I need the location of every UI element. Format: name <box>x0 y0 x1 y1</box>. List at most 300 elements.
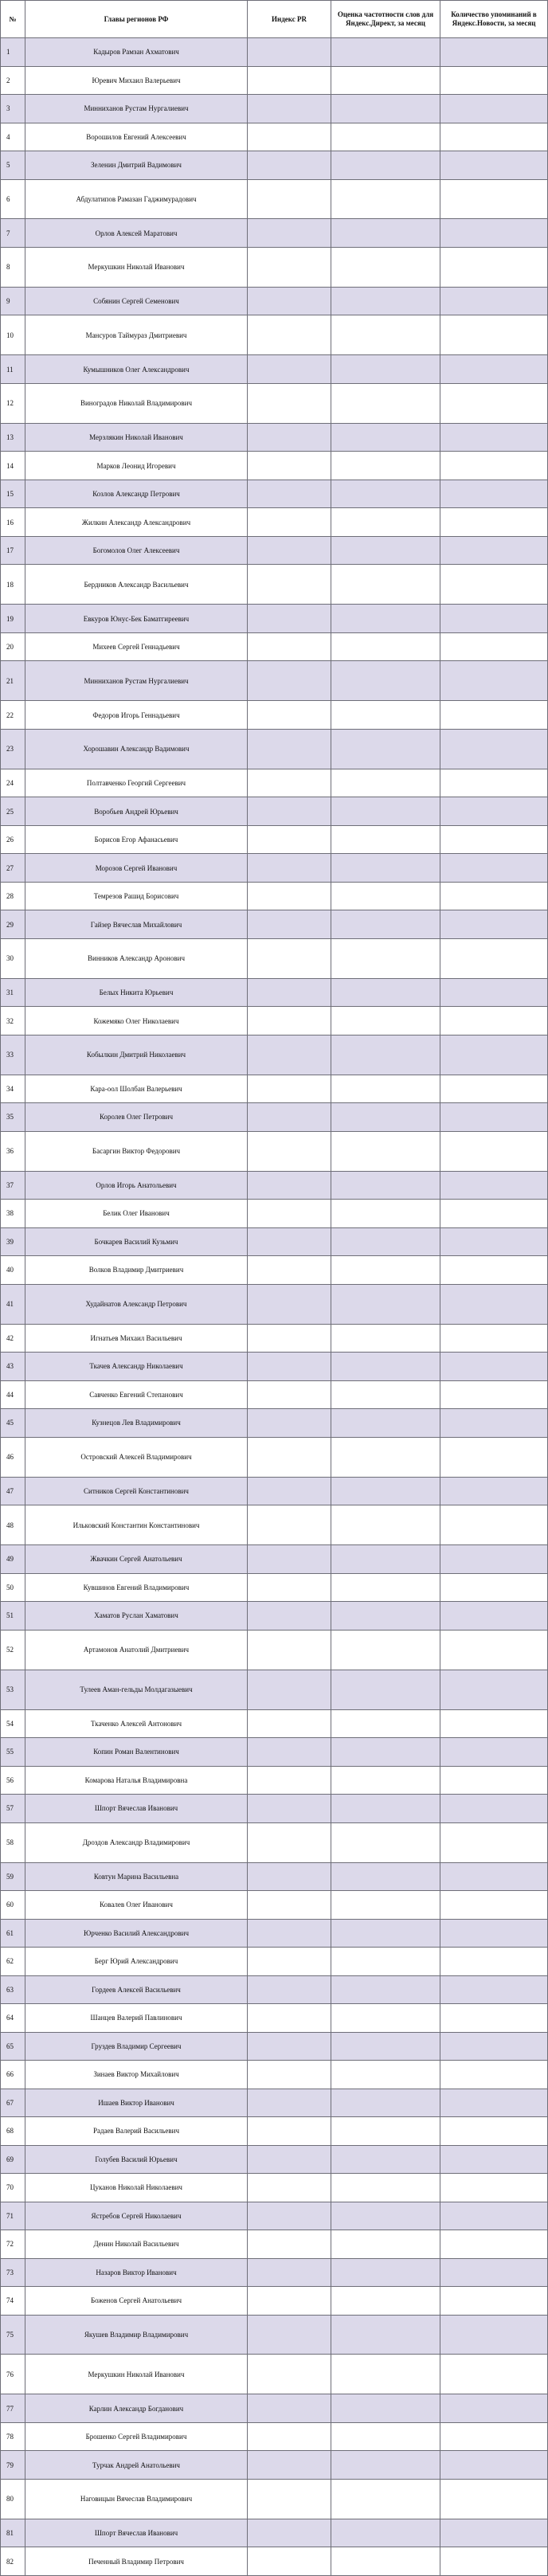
pr-index-cell <box>248 1948 331 1976</box>
yandex-news-mentions-cell <box>440 797 548 826</box>
yandex-direct-frequency-cell <box>331 151 440 180</box>
table-row <box>1 95 548 123</box>
yandex-direct-frequency-cell <box>331 2519 440 2547</box>
pr-index-cell <box>248 1380 331 1409</box>
row-number-cell: 20 <box>1 632 25 661</box>
row-number-cell: 67 <box>1 2089 25 2117</box>
pr-index-cell <box>248 151 331 180</box>
yandex-news-mentions-cell <box>440 1919 548 1948</box>
governor-name-cell: Юревич Михаил Валерьевич <box>25 66 248 95</box>
table-row <box>1 825 548 854</box>
pr-index-cell <box>248 508 331 537</box>
table-row <box>1 769 548 797</box>
yandex-direct-frequency-cell <box>331 797 440 826</box>
row-number-cell: 77 <box>1 2394 25 2423</box>
yandex-news-mentions-cell <box>440 2547 548 2576</box>
governor-name-cell: Кожемяко Олег Николаевич <box>25 1007 248 1035</box>
governor-name-cell: Винников Александр Аронович <box>25 938 248 978</box>
table-row <box>1 978 548 1007</box>
pr-index-cell <box>248 179 331 219</box>
pr-index-cell <box>248 383 331 423</box>
governor-name-cell: Карлин Александр Богданович <box>25 2394 248 2423</box>
table-row <box>1 2174 548 2202</box>
row-number-cell: 14 <box>1 452 25 480</box>
pr-index-cell <box>248 701 331 730</box>
yandex-direct-frequency-cell <box>331 38 440 67</box>
row-number-cell: 81 <box>1 2519 25 2547</box>
table-row <box>1 1409 548 1438</box>
table-row <box>1 2061 548 2089</box>
yandex-news-mentions-cell <box>440 2519 548 2547</box>
pr-index-cell <box>248 2547 331 2576</box>
yandex-news-mentions-cell <box>440 661 548 701</box>
table-row <box>1 2315 548 2355</box>
table-row <box>1 2145 548 2174</box>
yandex-news-mentions-cell <box>440 1573 548 1602</box>
governor-name-cell: Абдулатипов Рамазан Гаджимурадович <box>25 179 248 219</box>
yandex-direct-frequency-cell <box>331 287 440 315</box>
table-row <box>1 854 548 883</box>
table-row <box>1 179 548 219</box>
table-row <box>1 38 548 67</box>
pr-index-cell <box>248 2287 331 2316</box>
table-row <box>1 536 548 565</box>
governor-name-cell: Ковтун Марина Васильевна <box>25 1862 248 1891</box>
governor-name-cell: Меркушкин Николай Иванович <box>25 2355 248 2394</box>
yandex-news-mentions-cell <box>440 151 548 180</box>
pr-index-cell <box>248 1738 331 1767</box>
yandex-news-mentions-cell <box>440 1409 548 1438</box>
yandex-news-mentions-cell <box>440 315 548 355</box>
row-number-cell: 6 <box>1 179 25 219</box>
yandex-news-mentions-cell <box>440 2287 548 2316</box>
pr-index-cell <box>248 38 331 67</box>
row-number-cell: 9 <box>1 287 25 315</box>
pr-index-cell <box>248 1975 331 2004</box>
row-number-cell: 8 <box>1 247 25 287</box>
governor-name-cell: Копин Роман Валентинович <box>25 1738 248 1767</box>
yandex-direct-frequency-cell <box>331 1975 440 2004</box>
pr-index-cell <box>248 1862 331 1891</box>
governor-name-cell: Радаев Валерий Васильевич <box>25 2117 248 2146</box>
row-number-cell: 57 <box>1 1795 25 1823</box>
yandex-direct-frequency-cell <box>331 2117 440 2146</box>
governor-name-cell: Комарова Наталья Владимировна <box>25 1766 248 1795</box>
table-row <box>1 1630 548 1670</box>
table-row <box>1 1075 548 1103</box>
yandex-news-mentions-cell <box>440 2479 548 2519</box>
yandex-direct-frequency-cell <box>331 536 440 565</box>
row-number-cell: 78 <box>1 2422 25 2451</box>
governor-name-cell: Мерзлякин Николай Иванович <box>25 423 248 452</box>
yandex-direct-frequency-cell <box>331 1007 440 1035</box>
yandex-direct-frequency-cell <box>331 2202 440 2230</box>
yandex-direct-frequency-cell <box>331 1437 440 1477</box>
yandex-direct-frequency-cell <box>331 1573 440 1602</box>
governor-name-cell: Жилкин Александр Александрович <box>25 508 248 537</box>
yandex-news-mentions-cell <box>440 2315 548 2355</box>
governor-name-cell: Зинаев Виктор Михайлович <box>25 2061 248 2089</box>
table-row <box>1 2032 548 2061</box>
row-number-cell: 50 <box>1 1573 25 1602</box>
yandex-direct-frequency-cell <box>331 2479 440 2519</box>
table-row <box>1 1573 548 1602</box>
table-row <box>1 383 548 423</box>
row-number-cell: 27 <box>1 854 25 883</box>
yandex-news-mentions-cell <box>440 1353 548 1381</box>
column-header-number: № <box>1 1 25 38</box>
table-row <box>1 1822 548 1862</box>
yandex-news-mentions-cell <box>440 2089 548 2117</box>
yandex-direct-frequency-cell <box>331 1891 440 1920</box>
table-row <box>1 1505 548 1545</box>
table-row <box>1 1670 548 1709</box>
yandex-direct-frequency-cell <box>331 1709 440 1738</box>
yandex-direct-frequency-cell <box>331 938 440 978</box>
governor-name-cell: Кобылкин Дмитрий Николаевич <box>25 1035 248 1075</box>
pr-index-cell <box>248 355 331 384</box>
pr-index-cell <box>248 95 331 123</box>
table-row <box>1 1256 548 1285</box>
pr-index-cell <box>248 2479 331 2519</box>
yandex-news-mentions-cell <box>440 536 548 565</box>
table-row <box>1 701 548 730</box>
yandex-direct-frequency-cell <box>331 2315 440 2355</box>
table-row <box>1 605 548 633</box>
governor-name-cell: Ковалев Олег Иванович <box>25 1891 248 1920</box>
table-row <box>1 2519 548 2547</box>
yandex-news-mentions-cell <box>440 1630 548 1670</box>
governor-name-cell: Гордеев Алексей Васильевич <box>25 1975 248 2004</box>
yandex-direct-frequency-cell <box>331 219 440 248</box>
yandex-news-mentions-cell <box>440 2202 548 2230</box>
yandex-direct-frequency-cell <box>331 1948 440 1976</box>
yandex-news-mentions-cell <box>440 123 548 151</box>
governor-name-cell: Ишаев Виктор Иванович <box>25 2089 248 2117</box>
table-row <box>1 480 548 508</box>
governor-name-cell: Ястребов Сергей Николаевич <box>25 2202 248 2230</box>
governor-name-cell: Брошенко Сергей Владимирович <box>25 2422 248 2451</box>
pr-index-cell <box>248 2355 331 2394</box>
yandex-news-mentions-cell <box>440 1948 548 1976</box>
governor-name-cell: Богомолов Олег Алексеевич <box>25 536 248 565</box>
pr-index-cell <box>248 2089 331 2117</box>
yandex-news-mentions-cell <box>440 854 548 883</box>
table-row <box>1 287 548 315</box>
column-header-yandex-news-mentions: Количество упоминаний в Яндекс.Новости, за месяц <box>440 1 548 38</box>
yandex-news-mentions-cell <box>440 1256 548 1285</box>
table-row <box>1 2547 548 2576</box>
table-row <box>1 151 548 180</box>
pr-index-cell <box>248 1602 331 1631</box>
yandex-news-mentions-cell <box>440 2355 548 2394</box>
yandex-direct-frequency-cell <box>331 565 440 605</box>
pr-index-cell <box>248 1075 331 1103</box>
yandex-direct-frequency-cell <box>331 2174 440 2202</box>
row-number-cell: 59 <box>1 1862 25 1891</box>
yandex-direct-frequency-cell <box>331 632 440 661</box>
yandex-news-mentions-cell <box>440 2117 548 2146</box>
yandex-news-mentions-cell <box>440 2258 548 2287</box>
governor-name-cell: Белых Никита Юрьевич <box>25 978 248 1007</box>
table-row <box>1 1738 548 1767</box>
row-number-cell: 32 <box>1 1007 25 1035</box>
pr-index-cell <box>248 1284 331 1324</box>
row-number-cell: 48 <box>1 1505 25 1545</box>
yandex-direct-frequency-cell <box>331 179 440 219</box>
row-number-cell: 29 <box>1 910 25 939</box>
row-number-cell: 19 <box>1 605 25 633</box>
yandex-news-mentions-cell <box>440 383 548 423</box>
table-row <box>1 565 548 605</box>
pr-index-cell <box>248 2451 331 2480</box>
row-number-cell: 74 <box>1 2287 25 2316</box>
pr-index-cell <box>248 452 331 480</box>
yandex-direct-frequency-cell <box>331 2547 440 2576</box>
governor-name-cell: Жвачкин Сергей Анатольевич <box>25 1545 248 1574</box>
row-number-cell: 70 <box>1 2174 25 2202</box>
table-row <box>1 355 548 384</box>
yandex-news-mentions-cell <box>440 1891 548 1920</box>
governor-name-cell: Хорошавин Александр Вадимович <box>25 729 248 769</box>
pr-index-cell <box>248 66 331 95</box>
yandex-news-mentions-cell <box>440 1075 548 1103</box>
row-number-cell: 56 <box>1 1766 25 1795</box>
governor-name-cell: Козлов Александр Петрович <box>25 480 248 508</box>
table-row <box>1 1795 548 1823</box>
row-number-cell: 35 <box>1 1103 25 1132</box>
pr-index-cell <box>248 1256 331 1285</box>
pr-index-cell <box>248 423 331 452</box>
yandex-news-mentions-cell <box>440 1284 548 1324</box>
yandex-news-mentions-cell <box>440 2032 548 2061</box>
row-number-cell: 71 <box>1 2202 25 2230</box>
pr-index-cell <box>248 2061 331 2089</box>
yandex-news-mentions-cell <box>440 1766 548 1795</box>
pr-index-cell <box>248 1822 331 1862</box>
row-number-cell: 43 <box>1 1353 25 1381</box>
governor-name-cell: Артамонов Анатолий Дмитриевич <box>25 1630 248 1670</box>
governor-name-cell: Ткачев Александр Николаевич <box>25 1353 248 1381</box>
pr-index-cell <box>248 632 331 661</box>
row-number-cell: 79 <box>1 2451 25 2480</box>
yandex-news-mentions-cell <box>440 219 548 248</box>
yandex-direct-frequency-cell <box>331 1505 440 1545</box>
table-row <box>1 1171 548 1200</box>
row-number-cell: 47 <box>1 1477 25 1505</box>
table-row <box>1 1709 548 1738</box>
table-row <box>1 2479 548 2519</box>
pr-index-cell <box>248 480 331 508</box>
yandex-direct-frequency-cell <box>331 1075 440 1103</box>
table-row <box>1 1766 548 1795</box>
yandex-direct-frequency-cell <box>331 769 440 797</box>
yandex-direct-frequency-cell <box>331 1766 440 1795</box>
pr-index-cell <box>248 1919 331 1948</box>
table-row <box>1 2422 548 2451</box>
row-number-cell: 38 <box>1 1200 25 1228</box>
governor-name-cell: Турчак Андрей Анатольевич <box>25 2451 248 2480</box>
table-row <box>1 123 548 151</box>
pr-index-cell <box>248 938 331 978</box>
governor-name-cell: Якушев Владимир Владимирович <box>25 2315 248 2355</box>
yandex-direct-frequency-cell <box>331 66 440 95</box>
yandex-news-mentions-cell <box>440 1437 548 1477</box>
column-header-pr-index: Индекс PR <box>248 1 331 38</box>
table-row <box>1 315 548 355</box>
row-number-cell: 13 <box>1 423 25 452</box>
row-number-cell: 37 <box>1 1171 25 1200</box>
governor-name-cell: Печенный Владимир Петрович <box>25 2547 248 2576</box>
row-number-cell: 25 <box>1 797 25 826</box>
row-number-cell: 10 <box>1 315 25 355</box>
pr-index-cell <box>248 1353 331 1381</box>
governor-name-cell: Хаматов Руслан Хаматович <box>25 1602 248 1631</box>
pr-index-cell <box>248 978 331 1007</box>
yandex-news-mentions-cell <box>440 1505 548 1545</box>
yandex-news-mentions-cell <box>440 247 548 287</box>
yandex-news-mentions-cell <box>440 38 548 67</box>
pr-index-cell <box>248 854 331 883</box>
yandex-direct-frequency-cell <box>331 2004 440 2033</box>
yandex-direct-frequency-cell <box>331 701 440 730</box>
yandex-direct-frequency-cell <box>331 2145 440 2174</box>
table-body <box>1 38 548 2576</box>
pr-index-cell <box>248 797 331 826</box>
pr-index-cell <box>248 247 331 287</box>
table-row <box>1 2089 548 2117</box>
row-number-cell: 49 <box>1 1545 25 1574</box>
table-row <box>1 1545 548 1574</box>
yandex-direct-frequency-cell <box>331 882 440 910</box>
row-number-cell: 52 <box>1 1630 25 1670</box>
row-number-cell: 82 <box>1 2547 25 2576</box>
yandex-direct-frequency-cell <box>331 1256 440 1285</box>
pr-index-cell <box>248 2315 331 2355</box>
governor-name-cell: Зеленин Дмитрий Вадимович <box>25 151 248 180</box>
yandex-direct-frequency-cell <box>331 508 440 537</box>
governor-name-cell: Михеев Сергей Геннадьевич <box>25 632 248 661</box>
table-row <box>1 2230 548 2259</box>
table-row <box>1 2117 548 2146</box>
yandex-news-mentions-cell <box>440 1602 548 1631</box>
pr-index-cell <box>248 1437 331 1477</box>
yandex-direct-frequency-cell <box>331 1324 440 1353</box>
governor-name-cell: Кувшинов Евгений Владимирович <box>25 1573 248 1602</box>
pr-index-cell <box>248 2145 331 2174</box>
yandex-direct-frequency-cell <box>331 1862 440 1891</box>
row-number-cell: 66 <box>1 2061 25 2089</box>
yandex-direct-frequency-cell <box>331 1738 440 1767</box>
yandex-direct-frequency-cell <box>331 1171 440 1200</box>
governor-name-cell: Волков Владимир Дмитриевич <box>25 1256 248 1285</box>
pr-index-cell <box>248 1324 331 1353</box>
yandex-direct-frequency-cell <box>331 1035 440 1075</box>
governor-name-cell: Цуканов Николай Николаевич <box>25 2174 248 2202</box>
yandex-direct-frequency-cell <box>331 1380 440 1409</box>
row-number-cell: 55 <box>1 1738 25 1767</box>
pr-index-cell <box>248 1545 331 1574</box>
yandex-direct-frequency-cell <box>331 95 440 123</box>
table-row <box>1 1353 548 1381</box>
pr-index-cell <box>248 1007 331 1035</box>
yandex-news-mentions-cell <box>440 2422 548 2451</box>
yandex-direct-frequency-cell <box>331 480 440 508</box>
yandex-direct-frequency-cell <box>331 729 440 769</box>
yandex-news-mentions-cell <box>440 1103 548 1132</box>
row-number-cell: 4 <box>1 123 25 151</box>
row-number-cell: 24 <box>1 769 25 797</box>
table-row <box>1 452 548 480</box>
yandex-direct-frequency-cell <box>331 1545 440 1574</box>
row-number-cell: 65 <box>1 2032 25 2061</box>
pr-index-cell <box>248 287 331 315</box>
governor-name-cell: Борисов Егор Афанасьевич <box>25 825 248 854</box>
yandex-news-mentions-cell <box>440 1007 548 1035</box>
yandex-news-mentions-cell <box>440 1200 548 1228</box>
row-number-cell: 42 <box>1 1324 25 1353</box>
yandex-news-mentions-cell <box>440 2174 548 2202</box>
row-number-cell: 1 <box>1 38 25 67</box>
row-number-cell: 61 <box>1 1919 25 1948</box>
row-number-cell: 7 <box>1 219 25 248</box>
governor-name-cell: Кузнецов Лев Владимирович <box>25 1409 248 1438</box>
governor-name-cell: Собянин Сергей Семенович <box>25 287 248 315</box>
table-row <box>1 247 548 287</box>
pr-index-cell <box>248 2174 331 2202</box>
row-number-cell: 60 <box>1 1891 25 1920</box>
row-number-cell: 28 <box>1 882 25 910</box>
row-number-cell: 18 <box>1 565 25 605</box>
row-number-cell: 58 <box>1 1822 25 1862</box>
yandex-news-mentions-cell <box>440 1709 548 1738</box>
governor-name-cell: Минниханов Рустам Нургалиевич <box>25 95 248 123</box>
governor-name-cell: Берг Юрий Александрович <box>25 1948 248 1976</box>
row-number-cell: 11 <box>1 355 25 384</box>
yandex-direct-frequency-cell <box>331 978 440 1007</box>
table-row <box>1 66 548 95</box>
yandex-news-mentions-cell <box>440 1035 548 1075</box>
yandex-news-mentions-cell <box>440 1227 548 1256</box>
pr-index-cell <box>248 1171 331 1200</box>
pr-index-cell <box>248 2422 331 2451</box>
yandex-news-mentions-cell <box>440 355 548 384</box>
table-row <box>1 882 548 910</box>
yandex-news-mentions-cell <box>440 978 548 1007</box>
yandex-news-mentions-cell <box>440 1171 548 1200</box>
row-number-cell: 68 <box>1 2117 25 2146</box>
yandex-news-mentions-cell <box>440 938 548 978</box>
table-row <box>1 1227 548 1256</box>
governor-name-cell: Воробьев Андрей Юрьевич <box>25 797 248 826</box>
yandex-news-mentions-cell <box>440 1862 548 1891</box>
column-header-governor: Главы регионов РФ <box>25 1 248 38</box>
pr-index-cell <box>248 2394 331 2423</box>
governor-name-cell: Ворошилов Евгений Алексеевич <box>25 123 248 151</box>
row-number-cell: 62 <box>1 1948 25 1976</box>
yandex-news-mentions-cell <box>440 565 548 605</box>
pr-index-cell <box>248 1670 331 1709</box>
pr-index-cell <box>248 825 331 854</box>
governor-name-cell: Белик Олег Иванович <box>25 1200 248 1228</box>
yandex-news-mentions-cell <box>440 1324 548 1353</box>
pr-index-cell <box>248 315 331 355</box>
yandex-direct-frequency-cell <box>331 2422 440 2451</box>
governor-name-cell: Кумышников Олег Александрович <box>25 355 248 384</box>
yandex-direct-frequency-cell <box>331 1200 440 1228</box>
yandex-direct-frequency-cell <box>331 1284 440 1324</box>
pr-index-cell <box>248 123 331 151</box>
